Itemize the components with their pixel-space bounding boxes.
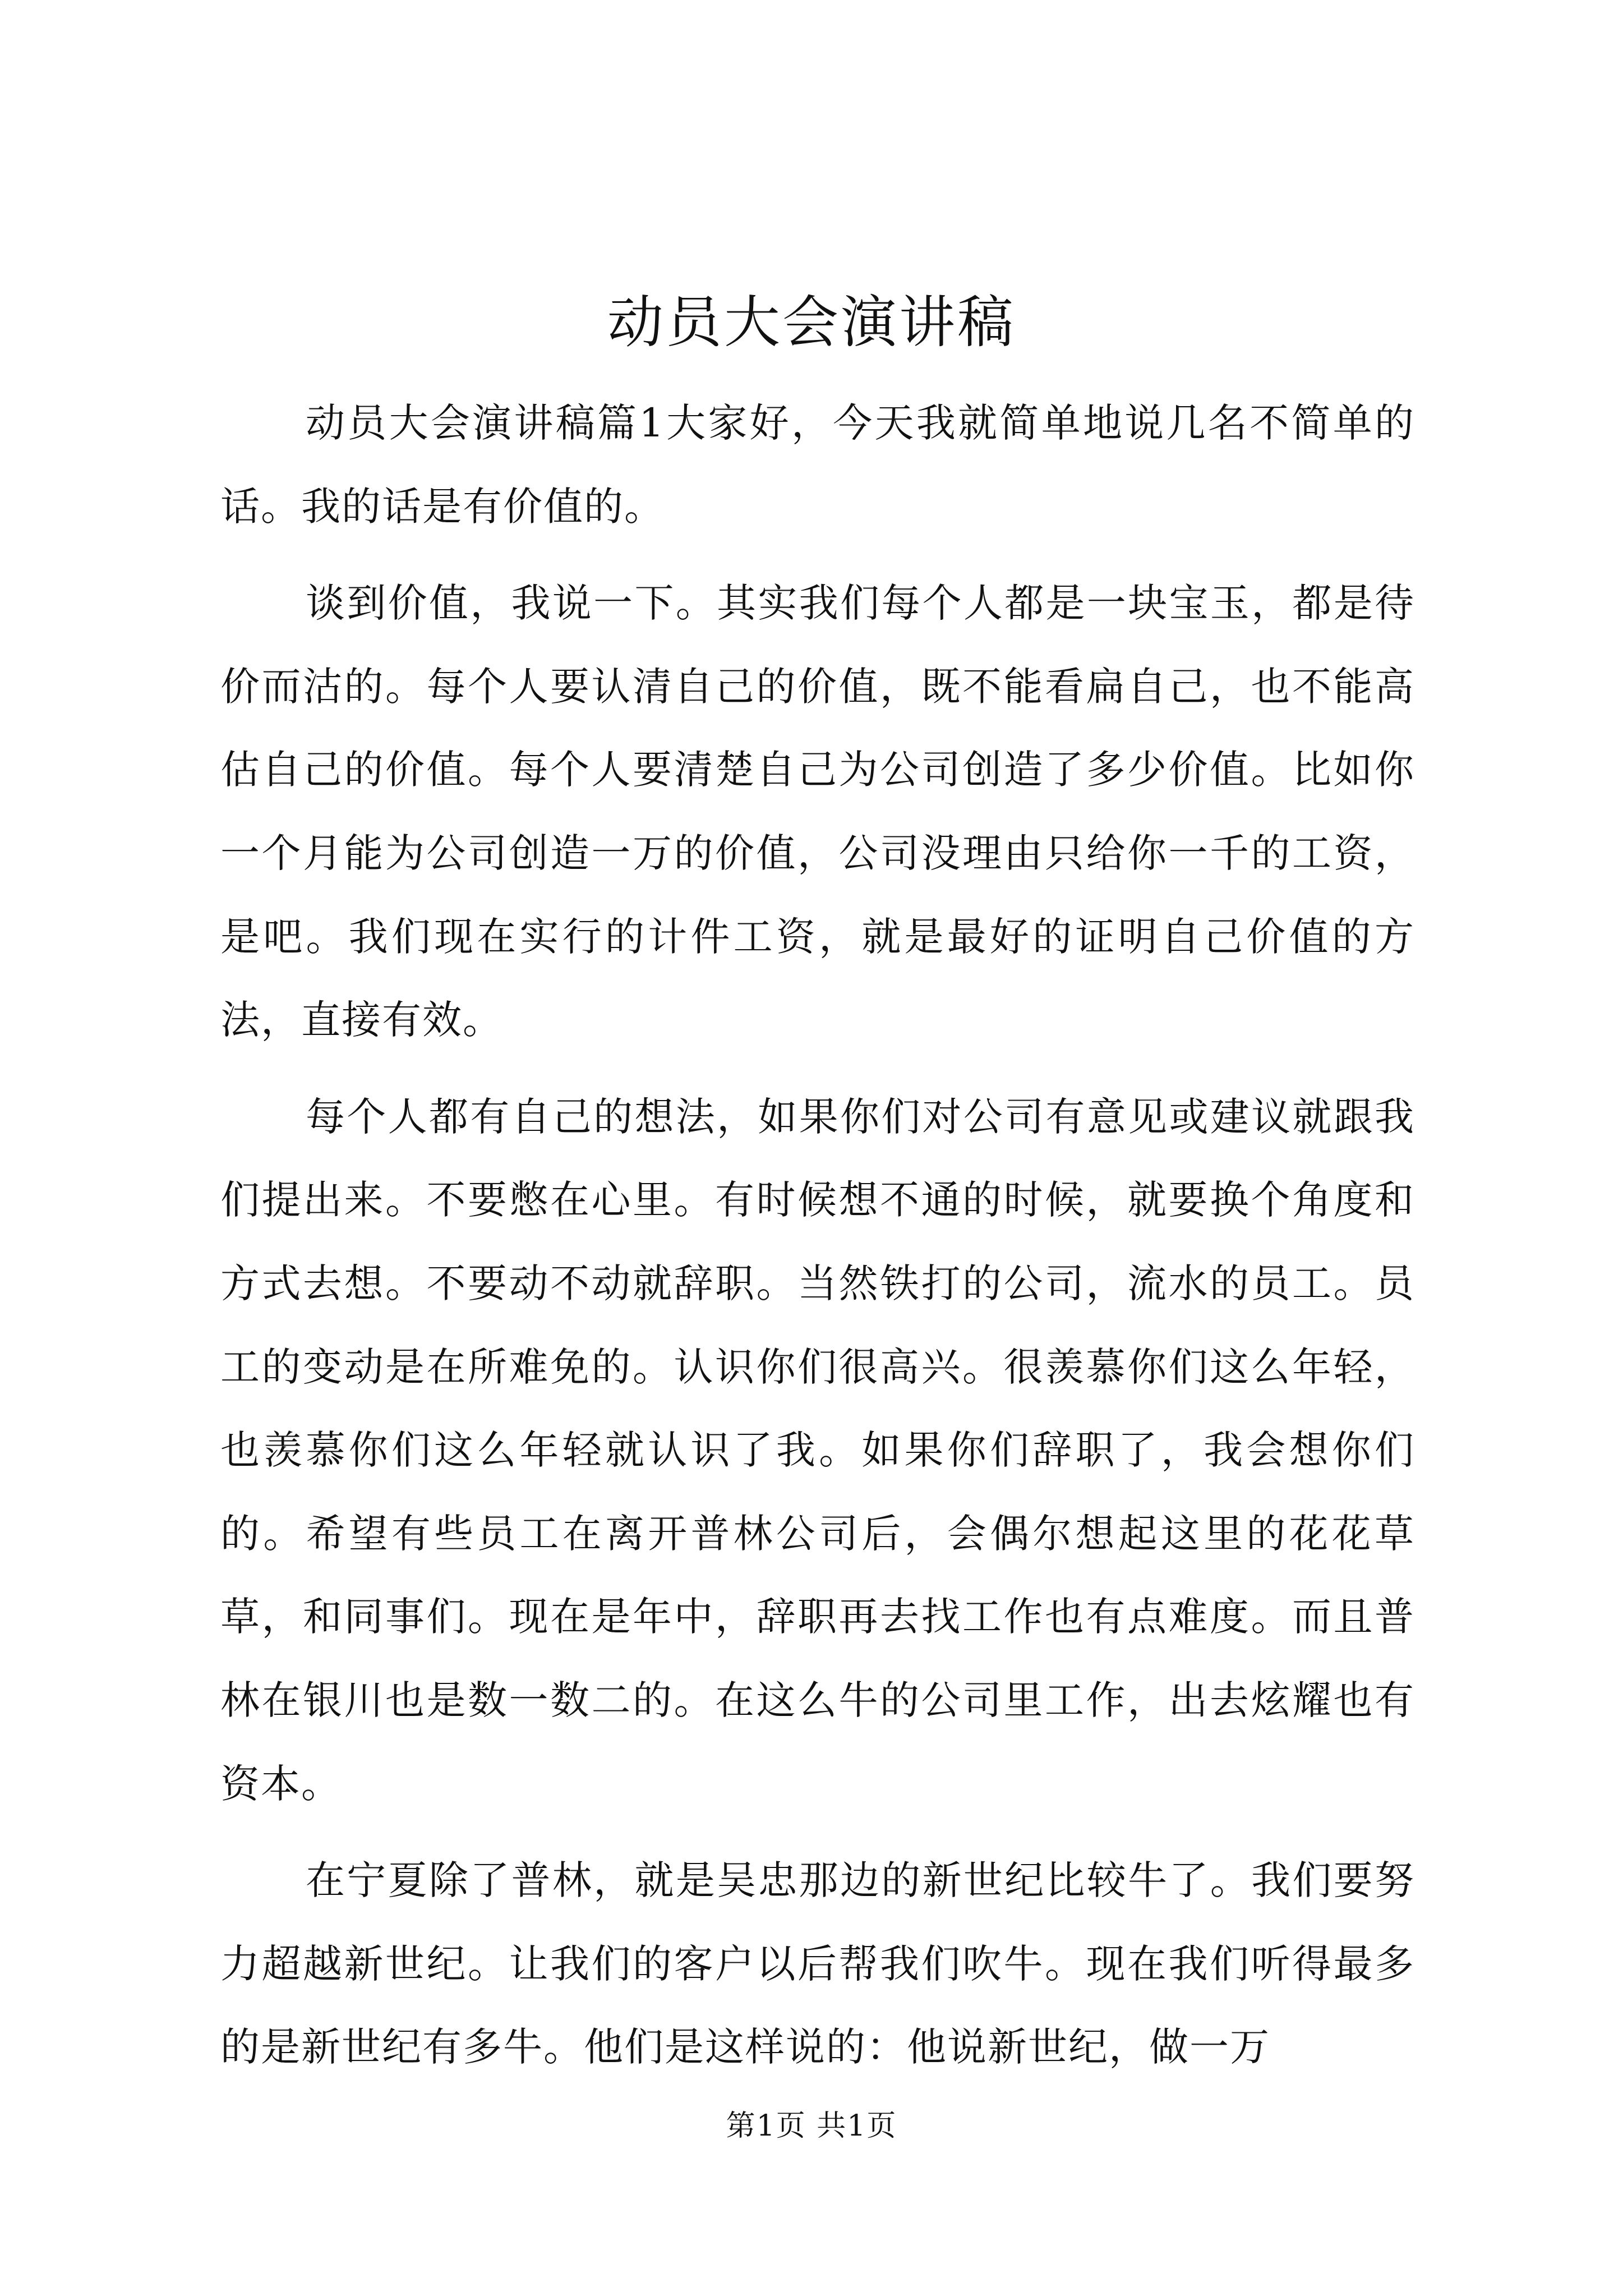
page-footer: 第1页 共1页: [726, 2109, 897, 2143]
paragraph-3: 每个人都有自己的想法，如果你们对公司有意见或建议就跟我们提出来。不要憋在心里。有时候想不通的时候，就要换个角度和方式去想。不要动不动就辞职。当然铁打的公司，流水的员工。员工的变动是在所难免的。认识你们很高兴。很羡慕你们这么年轻，也羡慕你们这么年轻就认识了我。如果你们辞职了，我会想你们的。希望有些员工在离开普林公司后，会偶尔想起这里的花花草草，和同事们。现在是年中，辞职再去找工作也有点难度。而且普林在银川也是数一数二的。在这么牛的公司里工作，出去炫耀也有资本。: [220, 1093, 1415, 1807]
paragraph-1: 动员大会演讲稿篇1大家好，今天我就简单地说几名不简单的话。我的话是有价值的。: [220, 400, 1415, 530]
paragraph-4: 在宁夏除了普林，就是吴忠那边的新世纪比较牛了。我们要努力超越新世纪。让我们的客户以后帮我们吹牛。现在我们听得最多的是新世纪有多牛。他们是这样说的：他说新世纪，做一万: [220, 1857, 1415, 2070]
document-body: [220, 381, 1415, 2089]
paragraph-2: 谈到价值，我说一下。其实我们每个人都是一块宝玉，都是待价而沽的。每个人要认清自己的价值，既不能看扁自己，也不能高估自己的价值。每个人要清楚自己为公司创造了多少价值。比如你一个月能为公司创造一万的价值，公司没理由只给你一千的工资，是吧。我们现在实行的计件工资，就是最好的证明自己价值的方法，直接有效。: [220, 580, 1415, 1043]
document-title: 动员大会演讲稿: [607, 289, 1016, 355]
